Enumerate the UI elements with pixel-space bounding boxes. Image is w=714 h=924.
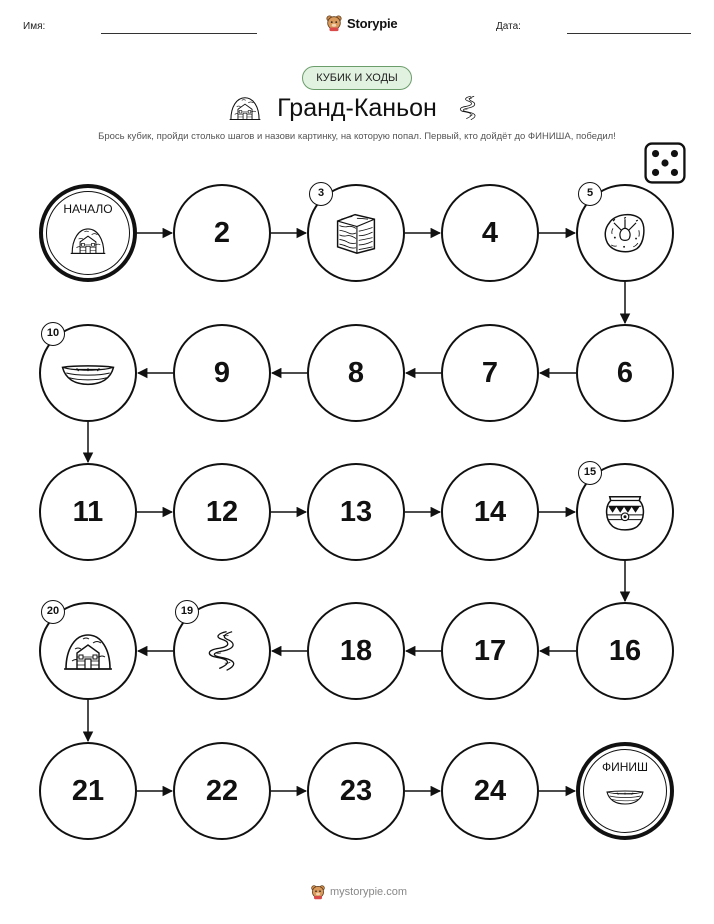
name-label: Имя: bbox=[23, 21, 46, 32]
boat-icon bbox=[59, 356, 117, 390]
board-cell-16 bbox=[576, 602, 674, 700]
board-cell-11 bbox=[39, 463, 137, 561]
fossil-footprint-icon bbox=[602, 210, 648, 256]
brand-name: Storypie bbox=[347, 15, 398, 31]
cell-number-badge: 19 bbox=[175, 600, 199, 624]
cell-number: 16 bbox=[608, 634, 642, 667]
cell-number: 22 bbox=[205, 774, 239, 807]
cave-house-icon bbox=[70, 226, 106, 255]
board-cell-12 bbox=[173, 463, 271, 561]
footer-url: mystorypie.com bbox=[330, 886, 408, 898]
board-cell-2 bbox=[173, 184, 271, 282]
cell-number: 2 bbox=[213, 216, 231, 249]
cell-number: 8 bbox=[347, 356, 365, 389]
start-label: НАЧАЛО bbox=[63, 202, 113, 216]
cell-number-badge: 15 bbox=[578, 461, 602, 485]
cell-number: 18 bbox=[339, 634, 373, 667]
game-type-badge: КУБИК И ХОДЫ bbox=[302, 66, 412, 90]
cell-number: 12 bbox=[205, 495, 239, 528]
river-icon bbox=[199, 628, 245, 674]
boat-icon bbox=[604, 784, 646, 808]
page-title: Гранд-Каньон bbox=[277, 94, 437, 122]
cell-number-badge: 10 bbox=[41, 322, 65, 346]
board-cell-21 bbox=[39, 742, 137, 840]
board-cell-23 bbox=[307, 742, 405, 840]
mascot-icon bbox=[310, 884, 326, 900]
cave-house-icon bbox=[63, 631, 113, 671]
board-cell-24 bbox=[441, 742, 539, 840]
clay-pot-icon bbox=[601, 491, 649, 533]
board-cell-7 bbox=[441, 324, 539, 422]
cell-number-badge: 20 bbox=[41, 600, 65, 624]
cell-number: 21 bbox=[71, 774, 105, 807]
date-label: Дата: bbox=[496, 21, 521, 32]
board-cell-13 bbox=[307, 463, 405, 561]
rock-layers-icon bbox=[333, 210, 379, 256]
board-cell-18 bbox=[307, 602, 405, 700]
board-cell-14 bbox=[441, 463, 539, 561]
cell-number: 24 bbox=[473, 774, 507, 807]
instructions: Брось кубик, пройди столько шагов и назови картинку, на которую попал. Первый, кто дойдёт до ФИНИША, победил! bbox=[98, 131, 616, 142]
cell-number: 9 bbox=[213, 356, 231, 389]
cell-number: 23 bbox=[339, 774, 373, 807]
board-cell-4 bbox=[441, 184, 539, 282]
cell-number: 6 bbox=[616, 356, 634, 389]
board-cell-9 bbox=[173, 324, 271, 422]
board-cell-17 bbox=[441, 602, 539, 700]
cell-number: 14 bbox=[473, 495, 507, 528]
cell-number: 7 bbox=[481, 356, 499, 389]
finish-cell bbox=[576, 742, 674, 840]
footer bbox=[310, 884, 407, 900]
cell-number: 13 bbox=[339, 495, 373, 528]
board-cell-6 bbox=[576, 324, 674, 422]
cell-number-badge: 5 bbox=[578, 182, 602, 206]
cell-number: 4 bbox=[481, 216, 499, 249]
cell-number: 11 bbox=[72, 495, 104, 528]
cell-number: 17 bbox=[473, 634, 507, 667]
finish-label: ФИНИШ bbox=[601, 760, 649, 774]
cell-number-badge: 3 bbox=[309, 182, 333, 206]
board-cell-22 bbox=[173, 742, 271, 840]
start-cell bbox=[39, 184, 137, 282]
board-cell-8 bbox=[307, 324, 405, 422]
